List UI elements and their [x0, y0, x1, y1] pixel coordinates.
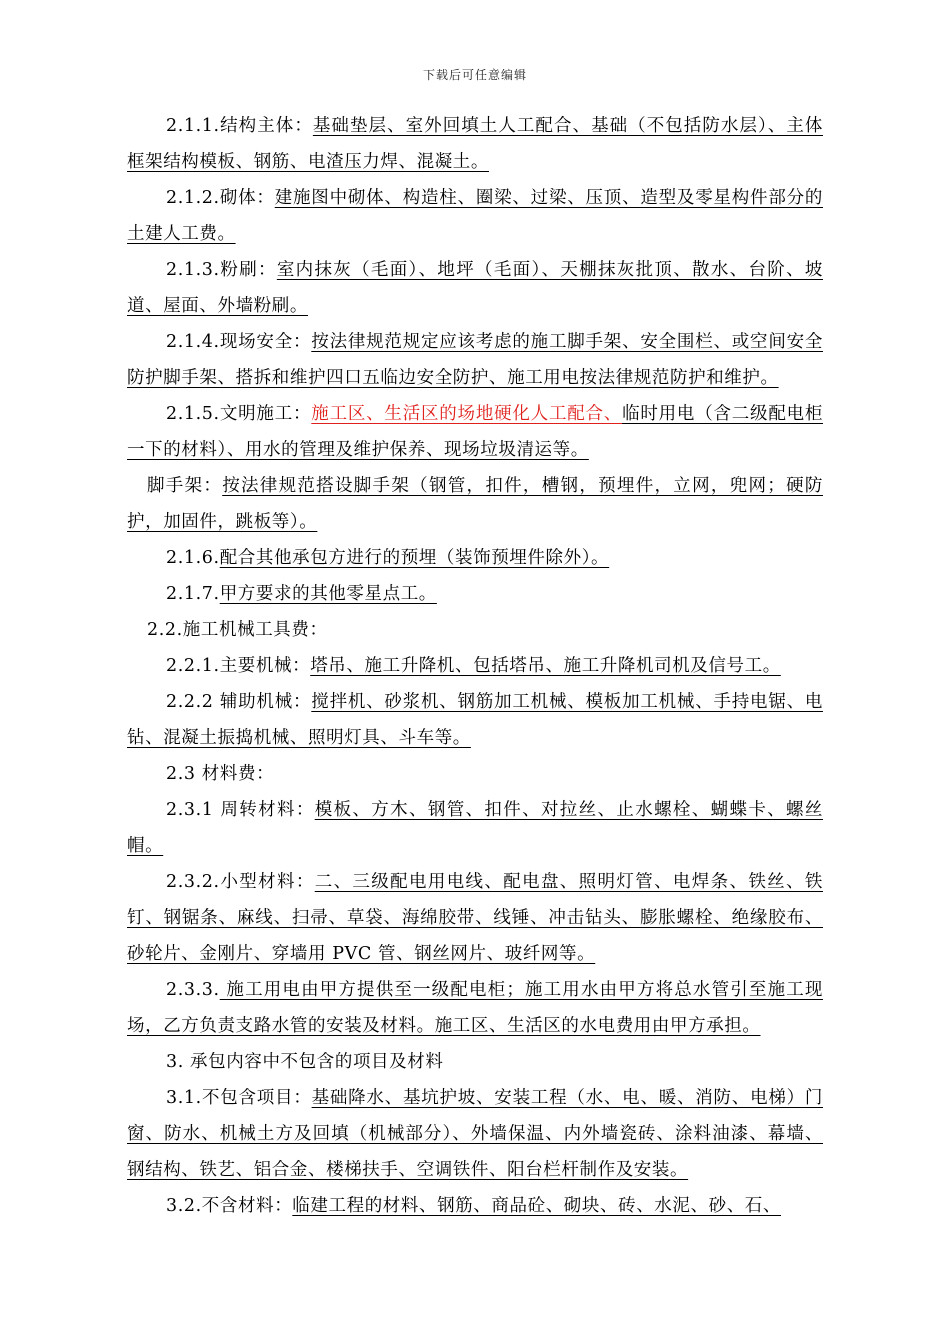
- page-header: 下载后可任意编辑: [422, 68, 527, 82]
- item-label: 脚手架：: [147, 476, 223, 496]
- item-text: 基础降水、基坑护坡、安装工程（水、电、暖、消防、电梯）门窗、防水、机械土方及回填（机械部分）、外墙保温、内外墙瓷砖、涂料油漆、幕墙、钢结构、铁艺、铝合金、楼梯扶手、空调铁件、阳台栏杆制作及安装。: [127, 1088, 823, 1180]
- paragraph-3-2: [127, 1188, 823, 1224]
- item-text: 施工用电由甲方提供至一级配电柜；施工用水由甲方将总水管引至施工现场，乙方负责支路水管的安装及材料。施工区、生活区的水电费用由甲方承担。: [127, 980, 823, 1036]
- item-label: 2.1.1.结构主体：: [166, 116, 313, 136]
- item-text: 塔吊、施工升降机、包括塔吊、施工升降机司机及信号工。: [310, 656, 781, 676]
- section-heading: 3. 承包内容中不包含的项目及材料: [166, 1052, 444, 1072]
- item-text: 模板、方木、钢管、扣件、对拉丝、止水螺栓、蝴蝶卡、螺丝帽。: [127, 800, 823, 856]
- paragraph-2-1-1: [127, 108, 823, 180]
- paragraph-2-1-4: [127, 324, 823, 396]
- item-label: 2.1.2.砌体：: [166, 188, 275, 208]
- item-label: 2.1.4.现场安全：: [166, 332, 312, 352]
- item-label: 2.3.1 周转材料：: [166, 800, 315, 820]
- item-label: 3.2.不含材料：: [166, 1196, 293, 1216]
- item-text: 建施图中砌体、构造柱、圈梁、过梁、压顶、造型及零星构件部分的土建人工费。: [127, 188, 823, 244]
- heading-2-3: [127, 756, 823, 792]
- paragraph-2-1-6: [127, 540, 823, 576]
- item-text: 搅拌机、砂浆机、钢筋加工机械、模板加工机械、手持电锯、电钻、混凝土振捣机械、照明灯具、斗车等。: [127, 692, 823, 748]
- section-heading: 2.3 材料费：: [166, 764, 275, 784]
- paragraph-2-1-2: [127, 180, 823, 252]
- item-label: 2.1.3.粉刷：: [166, 260, 277, 280]
- item-text: 临建工程的材料、钢筋、商品砼、砌块、砖、水泥、砂、石、: [292, 1196, 781, 1216]
- item-label: 2.1.6.: [166, 548, 220, 568]
- paragraph-2-2-2: [127, 684, 823, 756]
- item-text: 基础垫层、室外回填土人工配合、基础（不包括防水层）、主体框架结构模板、钢筋、电渣压力焊、混凝土。: [127, 116, 823, 172]
- paragraph-3-1: [127, 1080, 823, 1188]
- item-label: 2.1.5.文明施工：: [166, 404, 312, 424]
- item-label: 2.2.2 辅助机械：: [166, 692, 312, 712]
- item-text: 甲方要求的其他零星点工。: [219, 584, 437, 604]
- paragraph-2-3-1: [127, 792, 823, 864]
- section-heading: 2.2.施工机械工具费：: [147, 620, 328, 640]
- item-label: 2.3.3.: [166, 980, 220, 1000]
- item-text: 按法律规范搭设脚手架（钢管，扣件，槽钢，预埋件，立网，兜网；硬防护，加固件，跳板等）。: [127, 476, 823, 532]
- paragraph-scaffold: [127, 468, 823, 540]
- item-text: 临时用电（含二级配电柜一下的材料）、用水的管理及维护保养、现场垃圾清运等。: [127, 404, 823, 460]
- item-label: 2.1.7.: [166, 584, 220, 604]
- paragraph-2-1-3: [127, 252, 823, 324]
- item-text: 室内抹灰（毛面）、地坪（毛面）、天棚抹灰批顶、散水、台阶、坡道、屋面、外墙粉刷。: [127, 260, 823, 316]
- item-text: 按法律规范规定应该考虑的施工脚手架、安全围栏、或空间安全防护脚手架、搭拆和维护四口五临边安全防护、施工用电按法律规范防护和维护。: [127, 332, 823, 388]
- item-text: 二、三级配电用电线、配电盘、照明灯管、电焊条、铁丝、铁钉、钢锯条、麻线、扫帚、草袋、海绵胶带、线锤、冲击钻头、膨胀螺栓、绝缘胶布、砂轮片、金刚片、穿墙用 PVC 管、钢丝网片、玻纤网等。: [127, 872, 823, 964]
- paragraph-2-3-2: [127, 864, 823, 972]
- item-text: 配合其他承包方进行的预埋（装饰预埋件除外）。: [219, 548, 610, 568]
- document-body: [127, 108, 823, 1224]
- paragraph-2-2-1: [127, 648, 823, 684]
- item-label: 2.2.1.主要机械：: [166, 656, 311, 676]
- heading-3: [127, 1044, 823, 1080]
- item-highlighted-text: 施工区、生活区的场地硬化人工配合、: [311, 404, 623, 424]
- item-label: 2.3.2.小型材料：: [166, 872, 315, 892]
- paragraph-2-1-7: [127, 576, 823, 612]
- paragraph-2-3-3: [127, 972, 823, 1044]
- heading-2-2: [127, 612, 823, 648]
- paragraph-2-1-5: [127, 396, 823, 468]
- item-label: 3.1.不包含项目：: [166, 1088, 312, 1108]
